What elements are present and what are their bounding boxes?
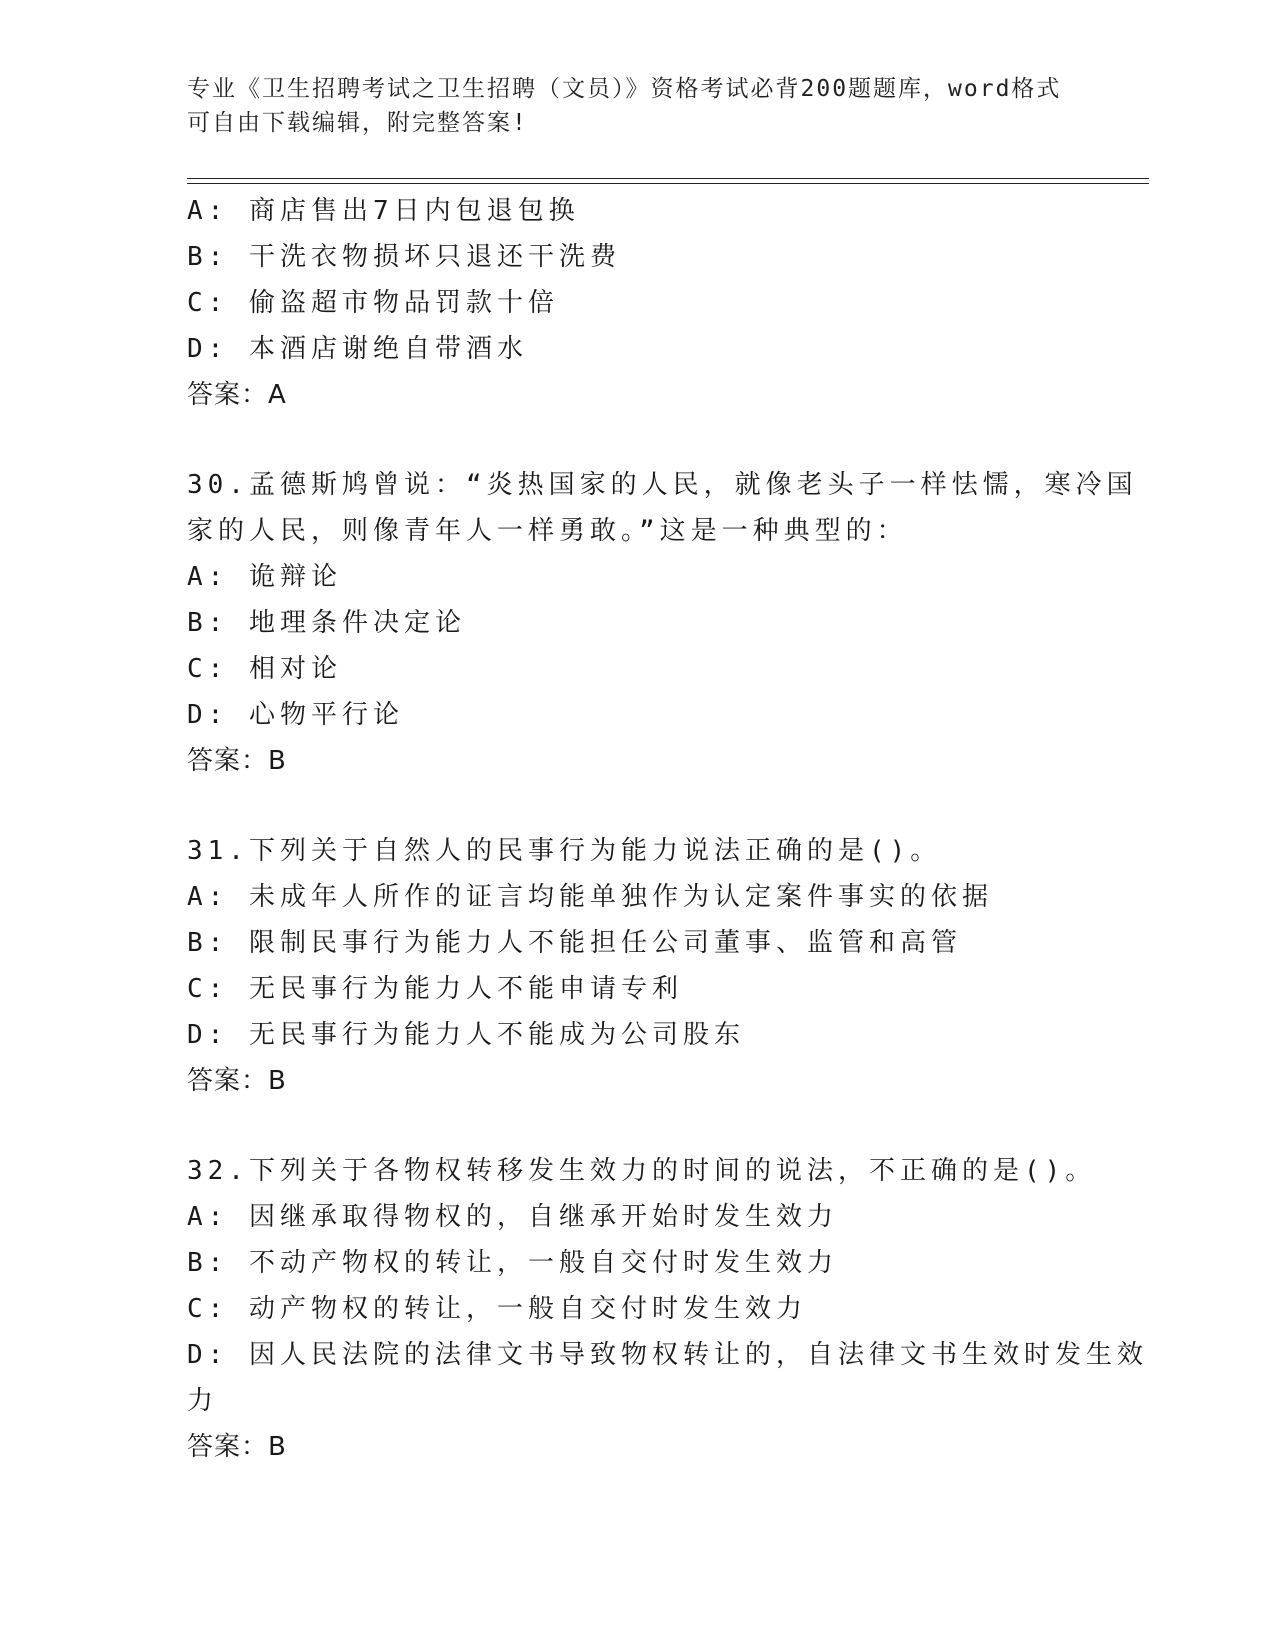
option-b: B: 限制民事行为能力人不能担任公司董事、监管和高管	[187, 928, 962, 958]
answer-label: 答案：A	[187, 380, 287, 410]
spacer	[187, 784, 1087, 828]
option-c: C: 无民事行为能力人不能申请专利	[187, 974, 683, 1004]
question-30	[187, 462, 1138, 784]
answer-label: 答案：B	[187, 1432, 287, 1462]
option-c: C: 动产物权的转让，一般自交付时发生效力	[187, 1294, 807, 1324]
question-32	[187, 1148, 1148, 1470]
question-text-line-1: 30.孟德斯鸠曾说：“炎热国家的人民，就像老头子一样怯懦，寒冷国	[187, 470, 1138, 500]
question-text-line-2: 家的人民，则像青年人一样勇敢。”这是一种典型的：	[187, 516, 908, 546]
option-b: B: 不动产物权的转让，一般自交付时发生效力	[187, 1248, 838, 1278]
header-divider-bottom	[187, 183, 1149, 184]
question-text-line-1: 31.下列关于自然人的民事行为能力说法正确的是()。	[187, 836, 942, 866]
header-line-1: 专业《卫生招聘考试之卫生招聘（文员）》资格考试必背200题题库，word格式	[187, 76, 1062, 102]
option-a: A: 诡辩论	[187, 562, 342, 592]
option-d-wrap: 力	[187, 1386, 219, 1416]
answer-label: 答案：B	[187, 1066, 287, 1096]
question-29-continuation	[187, 188, 1087, 418]
option-a: A: 商店售出7日内包退包换	[187, 196, 580, 226]
option-d: D: 本酒店谢绝自带酒水	[187, 334, 528, 364]
answer-label: 答案：B	[187, 746, 287, 776]
document-header	[187, 72, 1087, 140]
question-31	[187, 828, 1087, 1104]
question-text-line-1: 32.下列关于各物权转移发生效力的时间的说法，不正确的是()。	[187, 1156, 1097, 1186]
option-d: D: 因人民法院的法律文书导致物权转让的，自法律文书生效时发生效	[187, 1340, 1148, 1370]
header-divider-top	[187, 178, 1149, 179]
question-list	[187, 188, 1148, 1470]
option-a: A: 因继承取得物权的，自继承开始时发生效力	[187, 1202, 838, 1232]
header-line-2: 可自由下载编辑，附完整答案!	[187, 110, 528, 136]
option-c: C: 相对论	[187, 654, 342, 684]
option-b: B: 地理条件决定论	[187, 608, 466, 638]
spacer	[187, 1104, 1087, 1148]
option-c: C: 偷盗超市物品罚款十倍	[187, 288, 559, 318]
spacer	[187, 418, 1087, 462]
option-b: B: 干洗衣物损坏只退还干洗费	[187, 242, 621, 272]
option-d: D: 无民事行为能力人不能成为公司股东	[187, 1020, 745, 1050]
option-d: D: 心物平行论	[187, 700, 404, 730]
option-a: A: 未成年人所作的证言均能单独作为认定案件事实的依据	[187, 882, 993, 912]
